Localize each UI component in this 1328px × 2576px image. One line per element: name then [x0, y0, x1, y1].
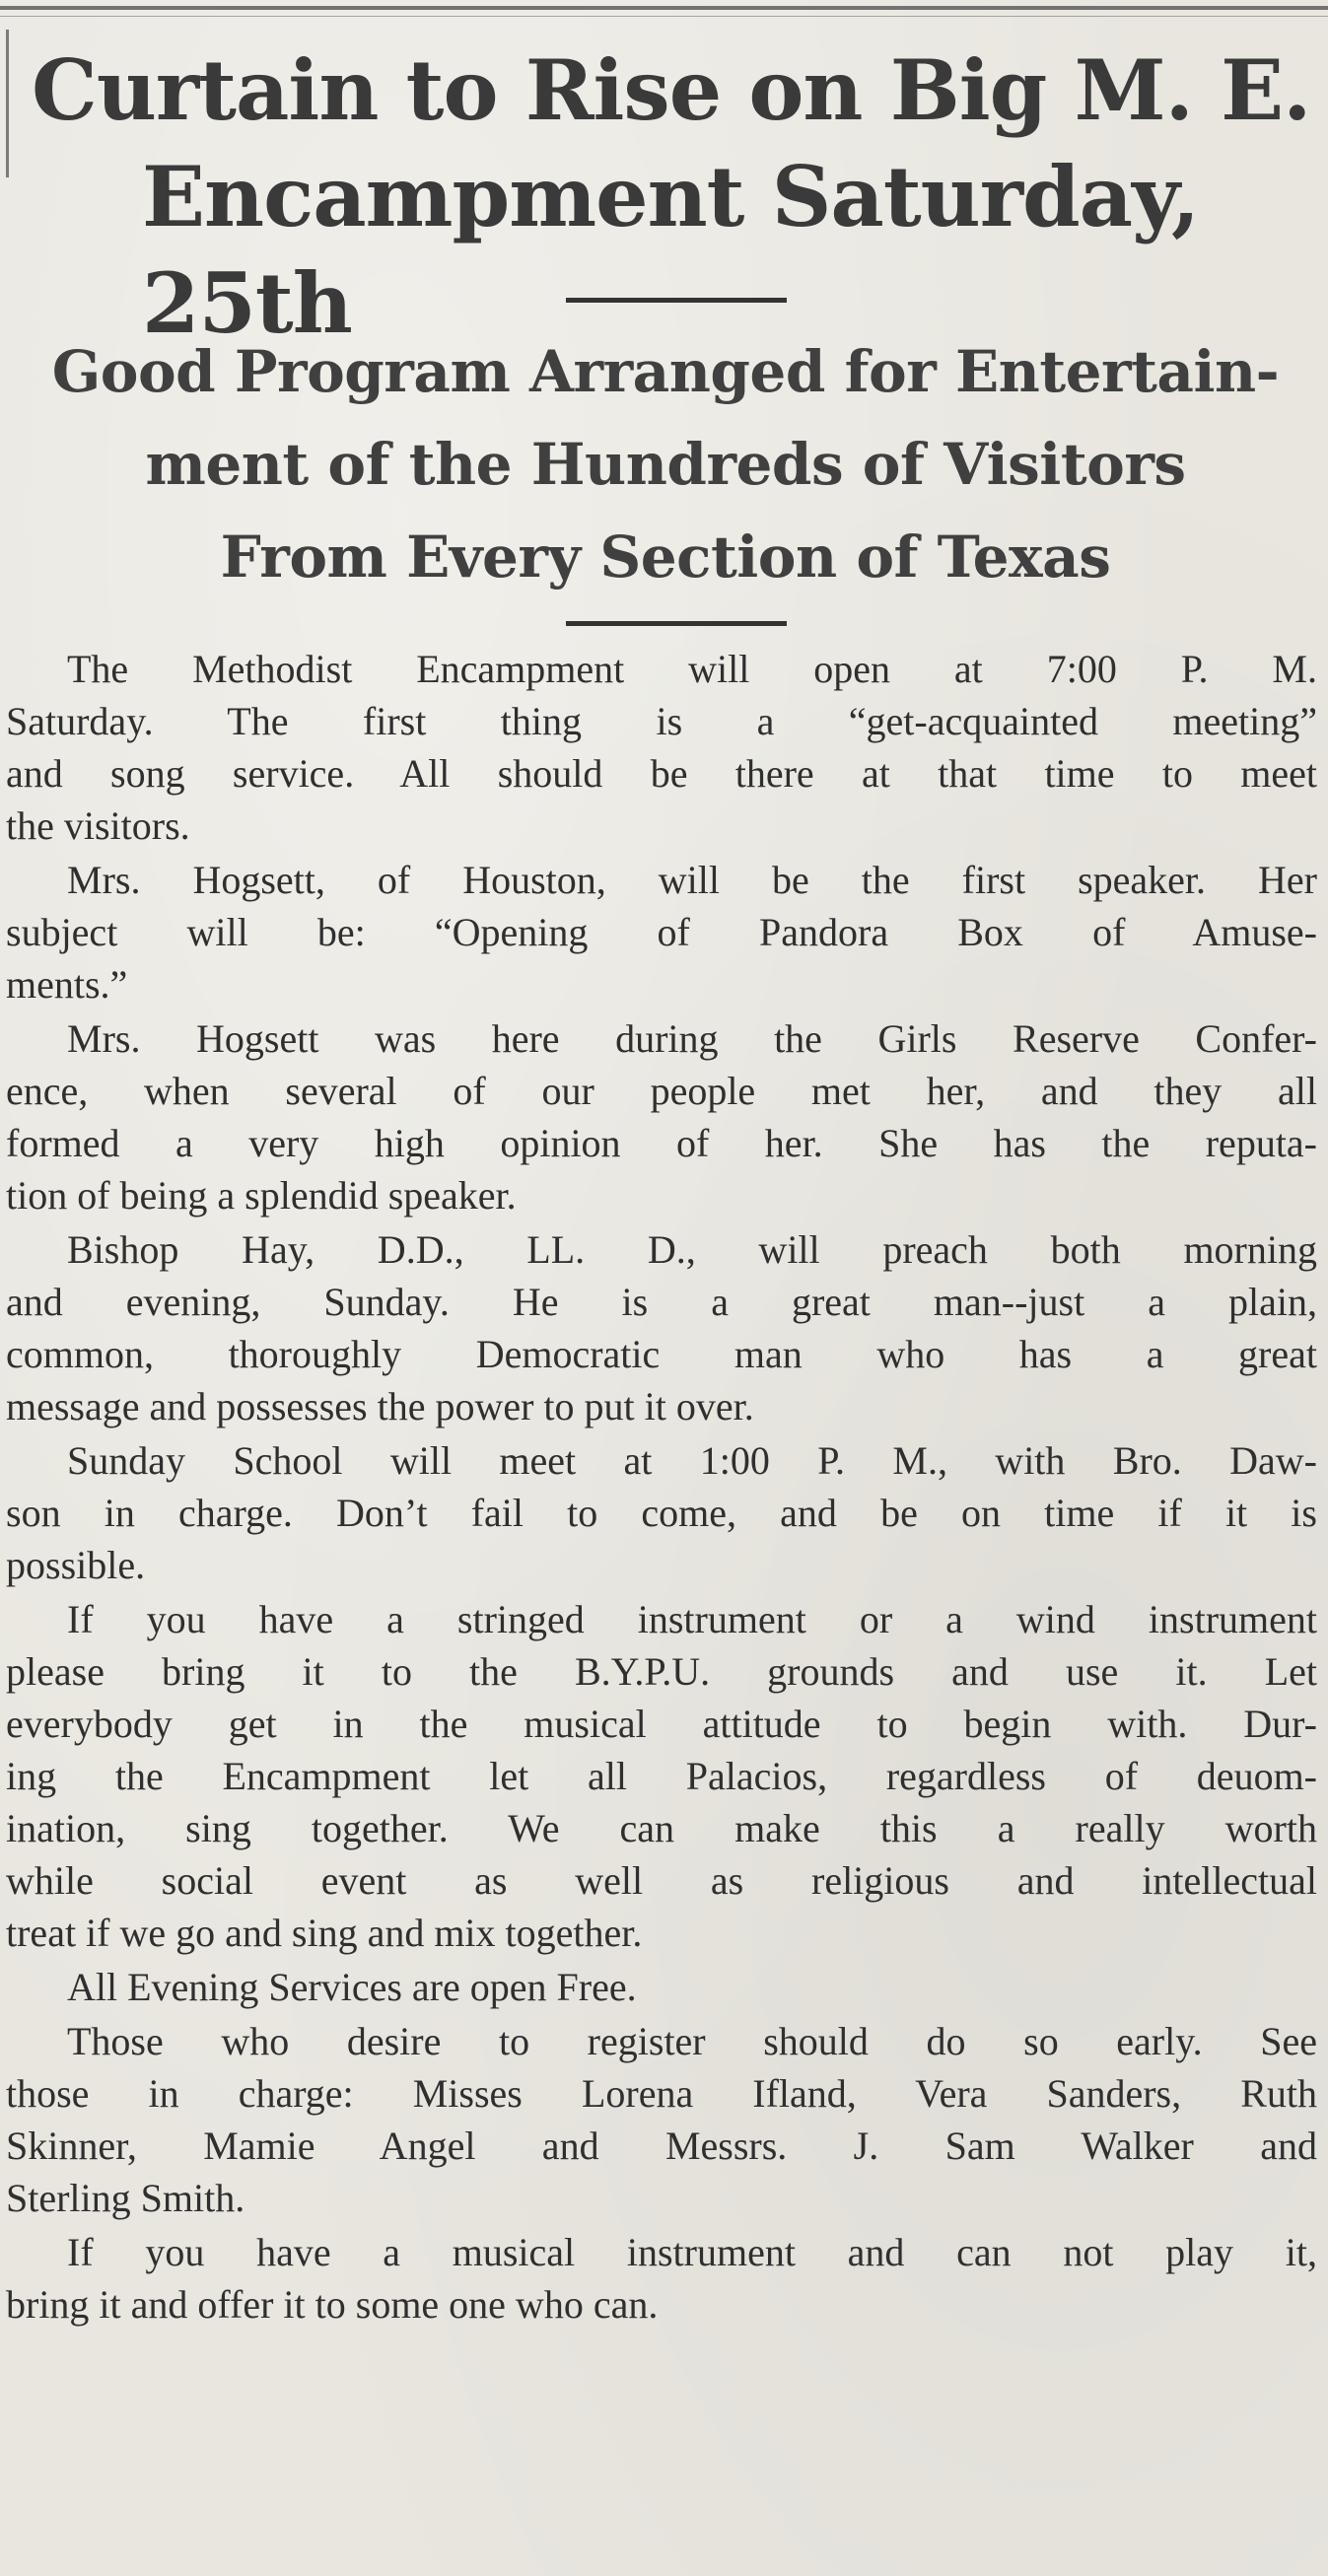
- top-border-rule: [0, 6, 1328, 10]
- headline: [20, 37, 1321, 357]
- article-line: son in charge. Don’t fail to come, and be on time if it is: [6, 1491, 1317, 1535]
- article-line: common, thoroughly Democratic man who has a great: [6, 1332, 1317, 1376]
- article-line: treat if we go and sing and mix together.: [6, 1911, 643, 1955]
- article-line: Bishop Hay, D.D., LL. D., will preach both morning: [67, 1227, 1317, 1272]
- article-line: Mrs. Hogsett, of Houston, will be the first speaker. Her: [67, 858, 1317, 902]
- subheadline-divider: [566, 621, 787, 626]
- article-line: The Methodist Encampment will open at 7:00 P. M.: [67, 647, 1317, 691]
- article-line: ments.”: [6, 962, 128, 1007]
- article-line: formed a very high opinion of her. She has the reputa-: [6, 1121, 1317, 1165]
- subheadline-line-3: From Every Section of Texas: [220, 523, 1111, 591]
- article-line: ination, sing together. We can make this a really worth: [6, 1806, 1317, 1850]
- article-line: and evening, Sunday. He is a great man--just a plain,: [6, 1280, 1317, 1324]
- article-paragraph: [6, 1223, 1317, 1432]
- headline-divider: [566, 298, 787, 303]
- article-paragraph: [6, 2015, 1317, 2224]
- article-paragraph: [6, 854, 1317, 1010]
- article-line: Sterling Smith.: [6, 2176, 245, 2220]
- article-line: subject will be: “Opening of Pandora Box of Amuse-: [6, 910, 1317, 954]
- article-line: If you have a stringed instrument or a wind instrument: [67, 1597, 1317, 1641]
- article-line: Skinner, Mamie Angel and Messrs. J. Sam Walker and: [6, 2123, 1317, 2168]
- article-line: ing the Encampment let all Palacios, regardless of deuom-: [6, 1754, 1317, 1798]
- article-line: tion of being a splendid speaker.: [6, 1173, 517, 1218]
- article-line: All Evening Services are open Free.: [67, 1965, 637, 2009]
- article-paragraph: [6, 1961, 1317, 2013]
- top-border-thin-rule: [0, 16, 1328, 17]
- article-line: the visitors.: [6, 803, 190, 848]
- article-line: Saturday. The first thing is a “get-acquainted meeting”: [6, 699, 1317, 743]
- article-line: possible.: [6, 1543, 146, 1587]
- subheadline: [20, 325, 1311, 603]
- column-rule: [6, 30, 9, 177]
- article-line: and song service. All should be there at that time to meet: [6, 751, 1317, 796]
- article-line: Sunday School will meet at 1:00 P. M., with Bro. Daw-: [67, 1438, 1317, 1483]
- article-line: please bring it to the B.Y.P.U. grounds and use it. Let: [6, 1649, 1317, 1694]
- subheadline-line-1: Good Program Arranged for Entertain-: [51, 338, 1280, 405]
- subheadline-line-2: ment of the Hundreds of Visitors: [145, 431, 1186, 498]
- article-line: everybody get in the musical attitude to begin with. Dur-: [6, 1702, 1317, 1746]
- article-body: [6, 643, 1317, 2332]
- article-line: Mrs. Hogsett was here during the Girls Reserve Confer-: [67, 1016, 1317, 1061]
- article-paragraph: [6, 1434, 1317, 1591]
- article-line: ence, when several of our people met her, and they all: [6, 1069, 1317, 1113]
- article-paragraph: [6, 2226, 1317, 2331]
- article-line: Those who desire to register should do so early. See: [67, 2019, 1317, 2063]
- article-line: those in charge: Misses Lorena Ifland, Vera Sanders, Ruth: [6, 2071, 1317, 2116]
- headline-line-2: Encampment Saturday, 25th: [142, 148, 1200, 352]
- article-line: while social event as well as religious and intellectual: [6, 1858, 1317, 1903]
- article-paragraph: [6, 1593, 1317, 1959]
- article-paragraph: [6, 643, 1317, 852]
- headline-line-1: Curtain to Rise on Big M. E.: [32, 41, 1311, 139]
- article-paragraph: [6, 1012, 1317, 1221]
- article-line: message and possesses the power to put it over.: [6, 1384, 754, 1428]
- article-line: bring it and offer it to some one who can.: [6, 2282, 659, 2327]
- article-line: If you have a musical instrument and can not play it,: [67, 2230, 1317, 2274]
